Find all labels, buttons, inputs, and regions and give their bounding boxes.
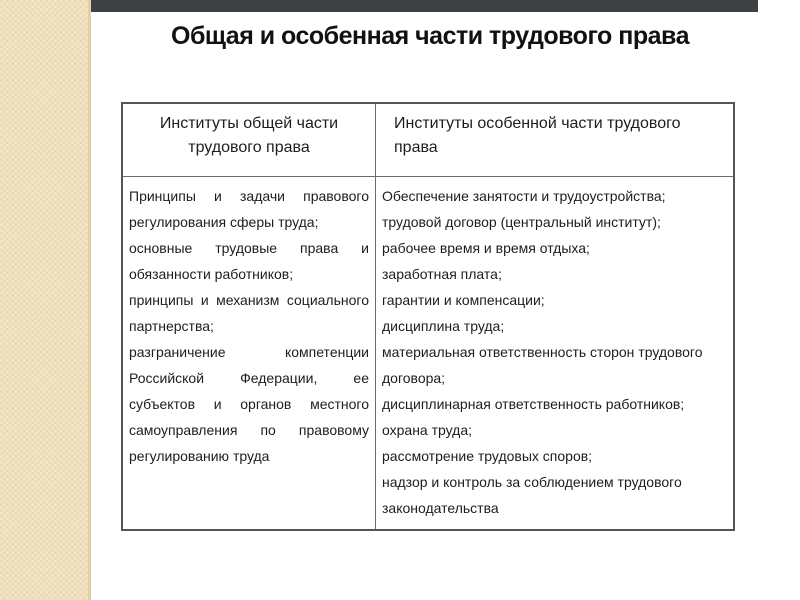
table-row [122,177,734,531]
table-header-row [122,103,734,177]
list-item: гарантии и компенсации; [382,292,545,308]
slide-title: Общая и особенная части трудового права [171,22,689,50]
list-item: дисциплинарная ответственность работников; [382,396,685,412]
list-item: Принципы и задачи правового регулирования сферы труда; [129,188,369,230]
list-item: надзор и контроль за соблюдением трудового законодательства [382,474,682,516]
list-item: заработная плата; [382,266,502,282]
list-item: основные трудовые права и обязанности работников; [129,240,369,282]
list-item: охрана труда; [382,422,473,438]
list-item: трудовой договор (центральный институт); [382,214,661,230]
special-part-cell [376,177,735,531]
top-bar [91,0,758,12]
general-part-cell [122,177,376,531]
list-item: дисциплина труда; [382,318,505,334]
list-item: принципы и механизм социального партнерства; [129,292,369,334]
side-strip-edge [88,0,91,600]
institutes-table [121,102,735,531]
list-item: рабочее время и время отдыха; [382,240,590,256]
header-general-part: Институты общей части трудового права [122,103,376,177]
list-item: материальная ответственность сторон трудового договора; [382,344,703,386]
list-item: разграничение компетенции Российской Федерации, ее субъектов и органов местного самоуправления по правовому регулированию труда [129,344,369,464]
decorative-side-strip [0,0,88,600]
list-item: рассмотрение трудовых споров; [382,448,593,464]
list-item: Обеспечение занятости и трудоустройства; [382,188,666,204]
header-special-part: Институты особенной части трудового права [376,103,735,177]
